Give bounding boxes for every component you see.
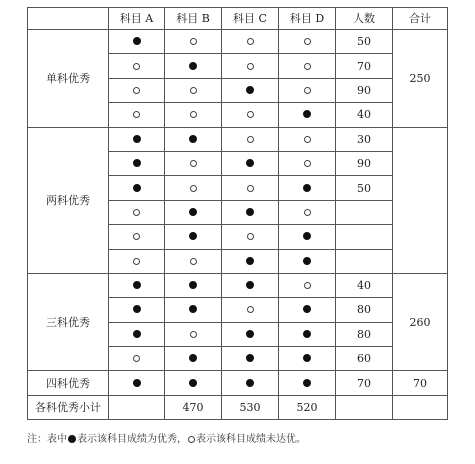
empty-circle-icon xyxy=(133,258,140,265)
empty-circle-icon xyxy=(304,136,311,143)
filled-circle-icon xyxy=(189,354,197,362)
count-cell: 70 xyxy=(336,371,393,395)
subject-cell xyxy=(165,151,222,175)
subject-cell xyxy=(222,273,279,297)
empty-circle-icon xyxy=(190,111,197,118)
count-cell: 50 xyxy=(336,30,393,54)
filled-circle-icon xyxy=(68,435,76,443)
group-label: 四科优秀 xyxy=(28,371,109,395)
filled-circle-icon xyxy=(303,330,311,338)
subtotal-value: 470 xyxy=(165,395,222,419)
filled-circle-icon xyxy=(133,184,141,192)
filled-circle-icon xyxy=(133,159,141,167)
empty-circle-icon xyxy=(133,63,140,70)
subject-cell xyxy=(109,371,165,395)
subject-cell xyxy=(279,30,336,54)
subject-cell xyxy=(109,78,165,102)
subject-cell xyxy=(279,176,336,200)
subject-cell xyxy=(279,273,336,297)
table-note xyxy=(27,430,306,445)
subject-cell xyxy=(165,347,222,371)
filled-circle-icon xyxy=(303,232,311,240)
subtotal-value xyxy=(109,395,165,419)
empty-circle-icon xyxy=(304,209,311,216)
subtotal-value: 530 xyxy=(222,395,279,419)
subject-cell xyxy=(279,347,336,371)
subject-cell xyxy=(165,322,222,346)
filled-circle-icon xyxy=(303,305,311,313)
count-cell xyxy=(336,249,393,273)
subtotal-label: 各科优秀小计 xyxy=(28,395,109,419)
subject-cell xyxy=(279,151,336,175)
filled-circle-icon xyxy=(246,281,254,289)
table-row xyxy=(28,127,448,151)
filled-circle-icon xyxy=(189,379,197,387)
count-cell: 90 xyxy=(336,151,393,175)
column-header: 科目 D xyxy=(279,8,336,30)
count-cell: 60 xyxy=(336,347,393,371)
subject-cell xyxy=(165,30,222,54)
empty-circle-icon xyxy=(304,87,311,94)
note-filled-text: 表示该科目成绩为优秀， xyxy=(77,434,187,445)
table-row xyxy=(28,371,448,395)
empty-circle-icon xyxy=(304,160,311,167)
subject-cell xyxy=(165,103,222,127)
empty-circle-icon xyxy=(247,306,254,313)
count-cell: 40 xyxy=(336,273,393,297)
note-prefix: 注：表中 xyxy=(27,434,67,445)
subject-cell xyxy=(222,347,279,371)
empty-circle-icon xyxy=(247,136,254,143)
subject-cell xyxy=(222,200,279,224)
empty-circle-icon xyxy=(188,436,195,443)
subject-cell xyxy=(109,249,165,273)
group-label: 单科优秀 xyxy=(28,30,109,128)
subject-cell xyxy=(165,127,222,151)
empty-circle-icon xyxy=(247,111,254,118)
subject-cell xyxy=(222,322,279,346)
subject-cell xyxy=(109,298,165,322)
subtotal-row xyxy=(28,395,448,419)
filled-circle-icon xyxy=(189,135,197,143)
column-header xyxy=(28,8,109,30)
subject-cell xyxy=(165,249,222,273)
empty-circle-icon xyxy=(304,282,311,289)
subject-cell xyxy=(279,225,336,249)
empty-circle-icon xyxy=(190,160,197,167)
note-empty-text: 表示该科目成绩未达优。 xyxy=(196,434,306,445)
subject-cell xyxy=(222,54,279,78)
group-total-cell xyxy=(393,127,448,273)
count-cell xyxy=(336,200,393,224)
subject-cell xyxy=(222,225,279,249)
subject-cell xyxy=(109,225,165,249)
filled-circle-icon xyxy=(246,330,254,338)
table-row xyxy=(28,273,448,297)
subject-cell xyxy=(279,127,336,151)
table-row xyxy=(28,30,448,54)
count-cell: 90 xyxy=(336,78,393,102)
subject-cell xyxy=(279,54,336,78)
subject-cell xyxy=(222,78,279,102)
subject-cell xyxy=(109,347,165,371)
empty-circle-icon xyxy=(133,111,140,118)
filled-circle-icon xyxy=(133,135,141,143)
subject-cell xyxy=(222,298,279,322)
excellence-table xyxy=(27,7,448,420)
empty-circle-icon xyxy=(190,331,197,338)
count-cell: 50 xyxy=(336,176,393,200)
subtotal-count xyxy=(336,395,393,419)
empty-circle-icon xyxy=(190,258,197,265)
subject-cell xyxy=(165,371,222,395)
subject-cell xyxy=(109,322,165,346)
empty-circle-icon xyxy=(133,355,140,362)
empty-circle-icon xyxy=(190,185,197,192)
subject-cell xyxy=(279,298,336,322)
subject-cell xyxy=(165,54,222,78)
filled-circle-icon xyxy=(133,379,141,387)
empty-circle-icon xyxy=(304,38,311,45)
group-total-cell: 250 xyxy=(393,30,448,128)
count-cell: 80 xyxy=(336,298,393,322)
empty-circle-icon xyxy=(190,87,197,94)
empty-circle-icon xyxy=(304,63,311,70)
filled-circle-icon xyxy=(133,305,141,313)
empty-circle-icon xyxy=(247,233,254,240)
subject-cell xyxy=(109,151,165,175)
subject-cell xyxy=(222,103,279,127)
subject-cell xyxy=(222,249,279,273)
empty-circle-icon xyxy=(133,209,140,216)
filled-circle-icon xyxy=(133,281,141,289)
empty-circle-icon xyxy=(133,233,140,240)
subject-cell xyxy=(109,176,165,200)
filled-circle-icon xyxy=(303,184,311,192)
group-total-cell: 70 xyxy=(393,371,448,395)
filled-circle-icon xyxy=(303,110,311,118)
subject-cell xyxy=(109,54,165,78)
empty-circle-icon xyxy=(247,38,254,45)
empty-circle-icon xyxy=(247,63,254,70)
subject-cell xyxy=(165,200,222,224)
filled-circle-icon xyxy=(189,232,197,240)
subject-cell xyxy=(109,30,165,54)
subject-cell xyxy=(109,273,165,297)
empty-circle-icon xyxy=(190,38,197,45)
column-header: 科目 A xyxy=(109,8,165,30)
table-header-row xyxy=(28,8,448,30)
empty-circle-icon xyxy=(247,185,254,192)
subtotal-total xyxy=(393,395,448,419)
filled-circle-icon xyxy=(189,208,197,216)
group-total-cell: 260 xyxy=(393,273,448,371)
subject-cell xyxy=(165,273,222,297)
column-header: 人数 xyxy=(336,8,393,30)
filled-circle-icon xyxy=(133,37,141,45)
filled-circle-icon xyxy=(189,62,197,70)
subject-cell xyxy=(109,127,165,151)
subject-cell xyxy=(279,78,336,102)
filled-circle-icon xyxy=(246,379,254,387)
subject-cell xyxy=(222,371,279,395)
subject-cell xyxy=(165,298,222,322)
count-cell: 80 xyxy=(336,322,393,346)
filled-circle-icon xyxy=(303,354,311,362)
subject-cell xyxy=(109,103,165,127)
filled-circle-icon xyxy=(189,281,197,289)
subject-cell xyxy=(279,103,336,127)
column-header: 科目 B xyxy=(165,8,222,30)
count-cell: 70 xyxy=(336,54,393,78)
subject-cell xyxy=(279,322,336,346)
subject-cell xyxy=(279,371,336,395)
subject-cell xyxy=(222,127,279,151)
subject-cell xyxy=(109,200,165,224)
filled-circle-icon xyxy=(246,257,254,265)
group-label: 三科优秀 xyxy=(28,273,109,371)
filled-circle-icon xyxy=(303,379,311,387)
subject-cell xyxy=(222,30,279,54)
empty-circle-icon xyxy=(133,87,140,94)
filled-circle-icon xyxy=(303,257,311,265)
filled-circle-icon xyxy=(246,208,254,216)
filled-circle-icon xyxy=(246,86,254,94)
column-header: 合计 xyxy=(393,8,448,30)
subject-cell xyxy=(165,78,222,102)
subject-cell xyxy=(165,176,222,200)
filled-circle-icon xyxy=(246,354,254,362)
filled-circle-icon xyxy=(189,305,197,313)
table-body xyxy=(28,30,448,420)
column-header: 科目 C xyxy=(222,8,279,30)
subject-cell xyxy=(279,200,336,224)
count-cell xyxy=(336,225,393,249)
subject-cell xyxy=(222,176,279,200)
count-cell: 30 xyxy=(336,127,393,151)
subject-cell xyxy=(222,151,279,175)
group-label: 两科优秀 xyxy=(28,127,109,273)
count-cell: 40 xyxy=(336,103,393,127)
subject-cell xyxy=(165,225,222,249)
subject-cell xyxy=(279,249,336,273)
filled-circle-icon xyxy=(133,330,141,338)
filled-circle-icon xyxy=(246,159,254,167)
subtotal-value: 520 xyxy=(279,395,336,419)
